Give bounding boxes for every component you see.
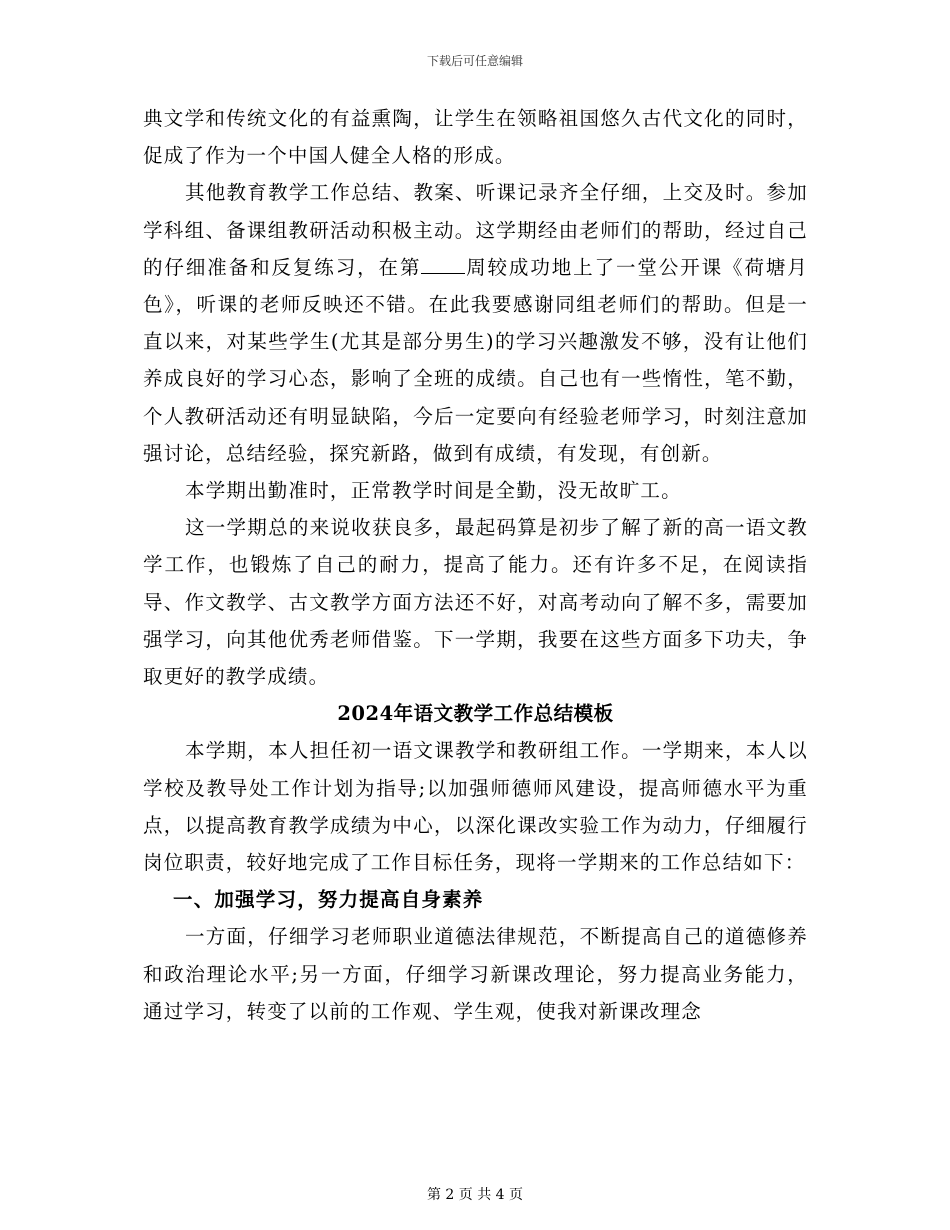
page-header: 下载后可任意编辑 [426, 54, 523, 68]
page-footer: 第 2 页 共 4 页 [426, 1187, 524, 1203]
paragraph-3: 本学期出勤准时，正常教学时间是全勤，没无故旷工。 [185, 479, 682, 503]
paragraph-5: 本学期，本人担任初一语文课教学和教研组工作。一学期来，本人以学校及教导处工作计划为指导;以加强师德师风建设，提高师德水平为重点，以提高教育教学成绩为中心，以深化课改实验工作为动力，仔细履行岗位职责，较好地完成了工作目标任务，现将一学期来的工作总结如下： [143, 739, 808, 875]
paragraph-1: 典文学和传统文化的有益熏陶，让学生在领略祖国悠久古代文化的同时，促成了作为一个中国人健全人格的形成。 [143, 107, 808, 168]
document-body [143, 100, 808, 1030]
section-heading-1: 一、加强学习，努力提高自身素养 [173, 888, 484, 912]
paragraph-2 [143, 174, 808, 472]
paragraph-2-part-b: 周较成功地上了一堂公开课《荷塘月色》，听课的老师反映还不错。在此我要感谢同组老师们的帮助。但是一直以来，对某些学生(尤其是部分男生)的学习兴趣激发不够，没有让他们养成良好的学习心态，影响了全班的成绩。自己也有一些惰性，笔不勤，个人教研活动还有明显缺陷，今后一定要向有经验老师学习，时刻注意加强讨论，总结经验，探究新路，做到有成绩，有发现，有创新。 [143, 255, 808, 465]
paragraph-4: 这一学期总的来说收获良多，最起码算是初步了解了新的高一语文教学工作，也锻炼了自己的耐力，提高了能力。还有许多不足，在阅读指导、作文教学、古文教学方面方法还不好，对高考动向了解不多，需要加强学习，向其他优秀老师借鉴。下一学期，我要在这些方面多下功夫，争取更好的教学成绩。 [143, 516, 808, 689]
fill-in-blank [421, 255, 465, 274]
section-title: 2024年语文教学工作总结模板 [337, 702, 614, 726]
paragraph-6: 一方面，仔细学习老师职业道德法律规范，不断提高自己的道德修养和政治理论水平;另一方面，仔细学习新课改理论，努力提高业务能力，通过学习，转变了以前的工作观、学生观，使我对新课改理念 [143, 925, 808, 1023]
paragraph-2-part-a: 其他教育教学工作总结、教案、听课记录齐全仔细，上交及时。参加学科组、备课组教研活动积极主动。这学期经由老师们的帮助，经过自己的仔细准备和反复练习，在第 [143, 181, 808, 279]
